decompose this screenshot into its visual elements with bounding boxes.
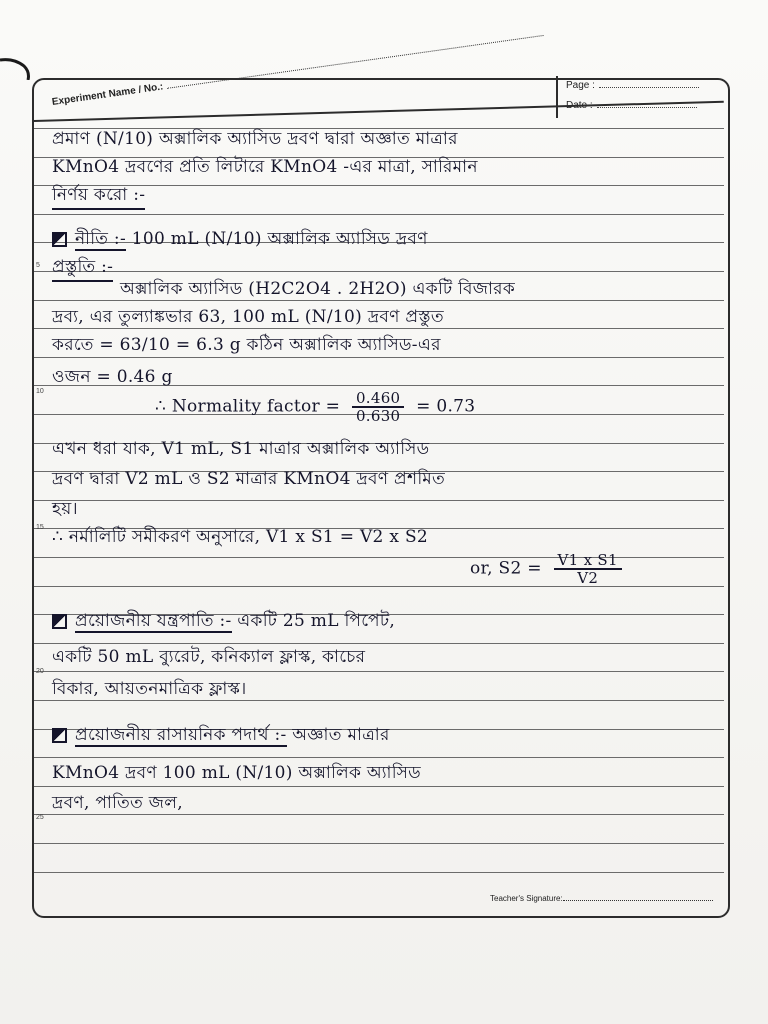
equation-numerator: V1 x S1 bbox=[554, 552, 622, 570]
normality-numerator: 0.460 bbox=[352, 390, 404, 408]
chemicals-rest: অজ্ঞাত মাত্রার bbox=[286, 725, 390, 745]
page-label: Page : bbox=[566, 80, 595, 91]
margin-number: 25 bbox=[36, 814, 44, 821]
teacher-signature-field bbox=[490, 894, 713, 903]
apparatus-line-2: একটি 50 mL ব্যুরেট, কনিক্যাল ফ্লাস্ক, কাচের bbox=[52, 647, 366, 667]
ruled-line bbox=[34, 214, 724, 215]
ruled-line bbox=[34, 500, 724, 501]
checkbox-bullet-icon bbox=[52, 232, 67, 247]
experiment-label: Experiment Name / No.: bbox=[51, 81, 165, 108]
theory-line-1 bbox=[52, 226, 428, 252]
equation-line-1: ∴ নর্মালিটি সমীকরণ অনুসারে, V1 x S1 = V2 x S2 bbox=[52, 527, 429, 547]
equation-prefix: or, S2 = bbox=[470, 558, 542, 579]
ruled-line bbox=[34, 671, 724, 672]
equation-fraction bbox=[554, 552, 622, 586]
page-date-box bbox=[556, 76, 708, 118]
margin-number: 15 bbox=[36, 524, 44, 531]
margin-number: 10 bbox=[36, 388, 44, 395]
theory-heading: নীতি :- bbox=[75, 229, 127, 249]
page-field bbox=[558, 76, 708, 96]
chemicals-line-1 bbox=[52, 722, 390, 748]
ruled-line bbox=[34, 843, 724, 844]
normality-denominator: 0.630 bbox=[355, 407, 401, 425]
date-label: Date : bbox=[566, 100, 593, 111]
theory-line-3: অক্সালিক অ্যাসিড (H2C2O4 . 2H2O) একটি বিজারক bbox=[120, 279, 516, 299]
paragraph-line-1: এখন ধরা যাক, V1 mL, S1 মাত্রার অক্সালিক অ্যাসিড bbox=[52, 439, 430, 459]
title-line-3: নির্ণয় করো :- bbox=[52, 182, 145, 210]
normality-factor-line bbox=[155, 390, 475, 424]
apparatus-rest: একটি 25 mL পিপেট, bbox=[231, 611, 396, 631]
margin-number: 5 bbox=[36, 262, 40, 269]
ruled-line bbox=[34, 271, 724, 272]
theory-line-2: প্রস্তুতি :- bbox=[52, 254, 113, 282]
ruled-line bbox=[34, 757, 724, 758]
normality-result: = 0.73 bbox=[416, 396, 476, 417]
chemicals-heading: প্রয়োজনীয় রাসায়নিক পদার্থ :- bbox=[75, 725, 287, 745]
page-corner-curl bbox=[0, 58, 36, 80]
chemicals-line-3: দ্রবণ, পাতিত জল, bbox=[52, 793, 183, 813]
normality-fraction bbox=[352, 390, 404, 424]
title-line-2: KMnO4 দ্রবণের প্রতি লিটারে KMnO4 -এর মাত্রা, সারিমান bbox=[52, 157, 478, 177]
apparatus-heading: প্রয়োজনীয় যন্ত্রপাতি :- bbox=[75, 611, 232, 631]
chemicals-line-2: KMnO4 দ্রবণ 100 mL (N/10) অক্সালিক অ্যাসিড bbox=[52, 763, 421, 783]
paragraph-line-2: দ্রবণ দ্বারা V2 mL ও S2 মাত্রার KMnO4 দ্রবণ প্রশমিত bbox=[52, 469, 446, 489]
checkbox-bullet-icon bbox=[52, 614, 67, 629]
checkbox-bullet-icon bbox=[52, 728, 67, 743]
normality-label: ∴ Normality factor = bbox=[155, 396, 341, 417]
apparatus-line-1 bbox=[52, 608, 395, 634]
apparatus-line-3: বিকার, আয়তনমাত্রিক ফ্লাস্ক। bbox=[52, 679, 247, 699]
title-line-1: প্রমাণ (N/10) অক্সালিক অ্যাসিড দ্রবণ দ্বারা অজ্ঞাত মাত্রার bbox=[52, 129, 458, 149]
equation-line-2 bbox=[470, 552, 628, 586]
paragraph-line-3: হয়। bbox=[52, 499, 78, 519]
teacher-signature-label: Teacher's Signature: bbox=[490, 894, 563, 903]
margin-number: 20 bbox=[36, 668, 44, 675]
theory-line-4: দ্রব্য, এর তুল্যাঙ্কভার 63, 100 mL (N/10) দ্রবণ প্রস্তুত bbox=[52, 307, 444, 327]
theory-line-5: করতে = 63/10 = 6.3 g কঠিন অক্সালিক অ্যাসিড-এর bbox=[52, 335, 441, 355]
theory-line-6: ওজন = 0.46 g bbox=[52, 367, 173, 387]
ruled-line bbox=[34, 872, 724, 873]
equation-denominator: V2 bbox=[577, 569, 599, 587]
theory-rest: 100 mL (N/10) অক্সালিক অ্যাসিড দ্রবণ bbox=[126, 229, 428, 249]
